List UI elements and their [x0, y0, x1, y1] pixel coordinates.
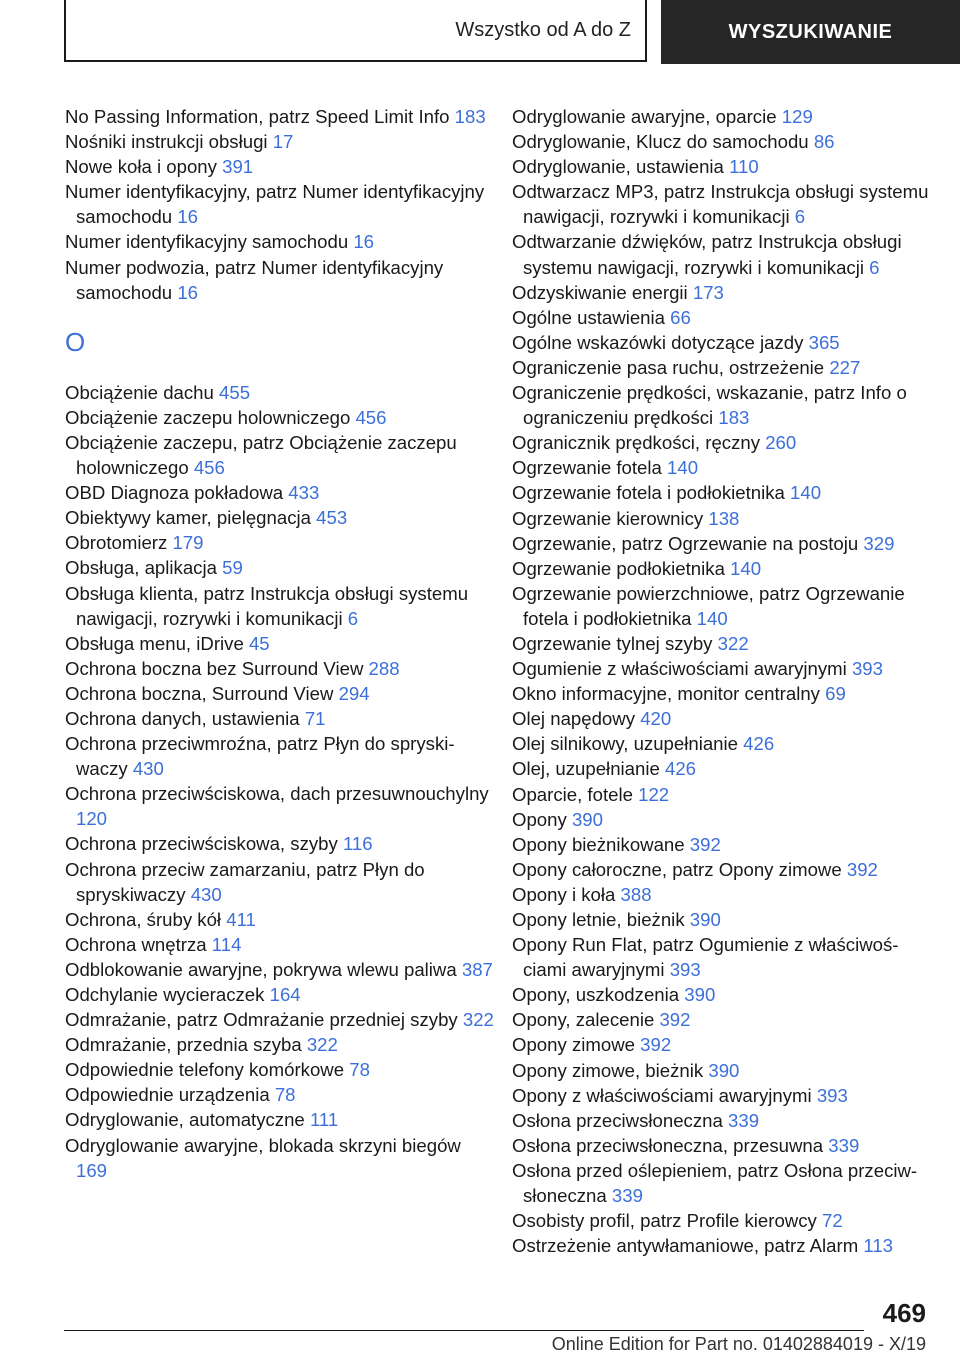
- index-entry: [512, 656, 932, 681]
- entry-page-link[interactable]: 120: [76, 808, 108, 830]
- index-entry: [65, 530, 495, 555]
- tab-a-to-z[interactable]: Wszystko od A do Z: [64, 0, 647, 62]
- index-entry: [65, 681, 495, 706]
- entry-term: Ochrona danych, ustawienia: [65, 707, 300, 729]
- entry-term: Ogrzewanie powierzchniowe, patrz Ogrzewanie fotela i podłokietnika: [512, 582, 905, 629]
- entry-term: Obsługa, aplikacja: [65, 557, 217, 579]
- entry-page-link[interactable]: 433: [288, 482, 320, 504]
- entry-page-link[interactable]: 322: [306, 1034, 338, 1056]
- entry-term: Ochrona boczna, Surround View: [65, 682, 334, 704]
- entry-term: Odtwarzanie dźwięków, patrz Instrukcja obsługi systemu nawigacji, rozrywki i komunikacji: [512, 231, 902, 278]
- index-entry: [512, 1158, 932, 1208]
- index-entry: [512, 1007, 932, 1032]
- entry-term: Ochrona przeciw zamarzaniu, patrz Płyn do spryskiwaczy: [65, 858, 425, 905]
- index-entry: [65, 104, 495, 129]
- entry-term: Ogrzewanie fotela: [512, 457, 662, 479]
- entry-term: Olej silnikowy, uzupełnianie: [512, 733, 738, 755]
- entry-term: Ochrona, śruby kół: [65, 908, 222, 930]
- entry-term: Odchylanie wycieraczek: [65, 984, 265, 1005]
- index-entry: [65, 129, 495, 154]
- entry-page-link[interactable]: 169: [76, 1159, 108, 1181]
- index-entry: [512, 154, 932, 179]
- index-entry: [65, 731, 495, 781]
- entries-right: [512, 104, 932, 1258]
- index-entry: [512, 229, 932, 279]
- index-entry: [512, 380, 932, 430]
- index-entry: [65, 380, 495, 405]
- entry-page-link[interactable]: 173: [692, 281, 724, 303]
- entry-page-link[interactable]: 339: [828, 1134, 860, 1156]
- entry-term: Ogrzewanie kierownicy: [512, 507, 704, 529]
- entry-term: Opony zimowe: [512, 1034, 635, 1056]
- index-entry: [512, 430, 932, 455]
- index-entry: [512, 832, 932, 857]
- index-entry: [512, 731, 932, 756]
- entry-page-link[interactable]: 110: [729, 156, 759, 178]
- index-entry: [512, 129, 932, 154]
- entry-term: Opony: [512, 808, 567, 830]
- index-entry: [512, 305, 932, 330]
- entry-term: Odtwarzacz MP3, patrz Instrukcja obsługi systemu nawigacji, rozrywki i komunikacji: [512, 181, 929, 228]
- entry-page-link[interactable]: 71: [304, 707, 326, 729]
- index-entry: [65, 505, 495, 530]
- index-entry: [65, 781, 495, 831]
- entry-page-link[interactable]: 456: [193, 457, 225, 479]
- index-entry: [512, 1133, 932, 1158]
- entry-page-link[interactable]: 365: [808, 331, 840, 353]
- entry-term: Opony zimowe, bieżnik: [512, 1059, 704, 1081]
- entry-term: Numer identyfikacyjny, patrz Numer identyfikacyjny samochodu: [65, 181, 485, 228]
- entry-term: Ogólne ustawienia: [512, 306, 665, 328]
- index-entry: [65, 857, 495, 907]
- entry-term: Osłona przeciwsłoneczna, przesuwna: [512, 1134, 824, 1156]
- entry-page-link[interactable]: 164: [269, 984, 301, 1005]
- entry-page-link[interactable]: 260: [765, 432, 797, 454]
- index-entry: [512, 455, 932, 480]
- index-entry: [512, 1032, 932, 1057]
- entry-term: Obciążenie zaczepu holowniczego: [65, 406, 351, 428]
- entry-term: Ochrona przeciwściskowa, szyby: [65, 833, 338, 855]
- entry-page-link[interactable]: 392: [640, 1034, 672, 1056]
- index-entry: [65, 831, 495, 856]
- entry-page-link[interactable]: 179: [172, 532, 204, 554]
- entry-page-link[interactable]: 387: [461, 958, 493, 980]
- entry-term: Olej, uzupełnianie: [512, 758, 660, 780]
- footer-edition: Online Edition for Part no. 01402884019 - X/19: [551, 1334, 926, 1354]
- entry-page-link[interactable]: 122: [638, 783, 670, 805]
- entry-term: Okno informacyjne, monitor centralny: [512, 683, 820, 705]
- index-entry: [512, 681, 932, 706]
- entry-page-link[interactable]: 329: [863, 532, 895, 554]
- entry-term: Obciążenie zaczepu, patrz Obciążenie zaczepu holowniczego: [65, 431, 457, 479]
- index-entry: [512, 706, 932, 731]
- entry-page-link[interactable]: 411: [226, 908, 256, 930]
- index-entry: [65, 706, 495, 731]
- entry-page-link[interactable]: 6: [347, 607, 359, 629]
- entry-term: Nośniki instrukcji obsługi: [65, 131, 268, 153]
- index-entry: [512, 330, 932, 355]
- entry-page-link[interactable]: 288: [368, 657, 400, 679]
- entry-page-link[interactable]: 390: [708, 1059, 740, 1081]
- index-entry: [65, 932, 495, 957]
- entry-page-link[interactable]: 129: [781, 106, 813, 127]
- index-entry: [512, 631, 932, 656]
- entry-page-link[interactable]: 116: [342, 833, 373, 855]
- entry-term: Ochrona wnętrza: [65, 933, 207, 955]
- entry-page-link[interactable]: 227: [829, 356, 861, 378]
- index-entry: [65, 1082, 495, 1107]
- entry-term: Opony bieżnikowane: [512, 833, 685, 855]
- entry-page-link[interactable]: 140: [790, 482, 822, 504]
- entry-page-link[interactable]: 111: [309, 1109, 339, 1131]
- section-letter: O: [65, 326, 86, 357]
- tab-search[interactable]: WYSZUKIWANIE: [661, 0, 960, 64]
- entry-term: Obiektywy kamer, pielęgnacja: [65, 507, 311, 529]
- index-entry: [512, 506, 932, 531]
- entry-term: Odmrażanie, patrz Odmrażanie przedniej szyby: [65, 1009, 458, 1031]
- entry-term: Osłona przeciwsłoneczna: [512, 1109, 723, 1131]
- index-column-left: [65, 104, 495, 1183]
- entry-term: Ograniczenie pasa ruchu, ostrzeżenie: [512, 356, 825, 378]
- index-entry: [512, 1233, 932, 1258]
- entry-term: OBD Diagnoza pokładowa: [65, 482, 284, 504]
- entry-term: Odryglowanie awaryjne, blokada skrzyni biegów: [65, 1134, 461, 1156]
- entry-term: Odryglowanie awaryjne, oparcie: [512, 106, 777, 127]
- index-entry: [65, 430, 495, 480]
- index-entry: [65, 1007, 495, 1032]
- index-entry: [65, 229, 495, 254]
- entry-page-link[interactable]: 183: [454, 106, 486, 127]
- entry-page-link[interactable]: 138: [708, 507, 740, 529]
- index-entry: [512, 531, 932, 556]
- index-entry: [65, 581, 495, 631]
- index-entry: [65, 154, 495, 179]
- entry-term: Nowe koła i opony: [65, 156, 217, 178]
- entry-term: Opony Run Flat, patrz Ogumienie z właściwościami awaryjnymi: [512, 934, 899, 981]
- entry-page-link[interactable]: 113: [863, 1235, 894, 1257]
- index-entry: [512, 1058, 932, 1083]
- entry-page-link[interactable]: 420: [640, 708, 672, 730]
- entry-term: Odryglowanie, Klucz do samochodu: [512, 131, 809, 153]
- index-entry: [65, 907, 495, 932]
- index-entry: [65, 480, 495, 505]
- entry-term: Osłona przed oślepieniem, patrz Osłona przeciwsłoneczna: [512, 1159, 918, 1207]
- index-entry: [512, 882, 932, 907]
- entry-page-link[interactable]: 322: [717, 632, 749, 654]
- entry-page-link[interactable]: 140: [667, 457, 699, 479]
- entry-page-link[interactable]: 78: [274, 1084, 296, 1106]
- entry-term: Ochrona przeciwściskowa, dach przesuwnouchylny: [65, 783, 489, 805]
- entry-page-link[interactable]: 322: [462, 1009, 494, 1031]
- entry-term: Ograniczenie prędkości, wskazanie, patrz Info o ograniczeniu prędkości: [512, 382, 907, 429]
- entry-term: Opony letnie, bieżnik: [512, 909, 685, 930]
- entry-term: No Passing Information, patrz Speed Limit Info: [65, 106, 450, 127]
- entry-page-link[interactable]: 426: [743, 733, 775, 755]
- index-entry: [65, 631, 495, 656]
- entry-page-link[interactable]: 339: [728, 1109, 760, 1131]
- entry-page-link[interactable]: 456: [355, 406, 387, 428]
- index-entry: [512, 1108, 932, 1133]
- entry-page-link[interactable]: 6: [794, 206, 806, 228]
- index-column-right: [512, 104, 932, 1258]
- index-entry: [65, 1032, 495, 1057]
- index-entry: [512, 355, 932, 380]
- entry-page-link[interactable]: 430: [132, 758, 164, 780]
- entry-page-link[interactable]: 455: [219, 381, 251, 403]
- entry-page-link[interactable]: 16: [177, 281, 198, 303]
- entry-page-link[interactable]: 393: [851, 658, 883, 680]
- entry-term: Obsługa menu, iDrive: [65, 632, 244, 654]
- index-entry: [512, 982, 932, 1007]
- index-entry: [512, 581, 932, 631]
- index-entry: [512, 556, 932, 581]
- index-entry: [65, 656, 495, 681]
- entry-term: Obrotomierz: [65, 532, 168, 554]
- entry-term: Numer identyfikacyjny samochodu: [65, 231, 349, 253]
- index-entry: [512, 1083, 932, 1108]
- entry-page-link[interactable]: 78: [349, 1059, 370, 1081]
- entry-term: Osobisty profil, patrz Profile kierowcy: [512, 1210, 817, 1232]
- entry-term: Ogrzewanie tylnej szyby: [512, 632, 713, 654]
- entry-page-link[interactable]: 140: [696, 607, 728, 629]
- index-entry: [512, 1208, 932, 1233]
- index-entry: [512, 756, 932, 781]
- entry-term: Odpowiednie telefony komórkowe: [65, 1059, 345, 1081]
- index-entry: [65, 1133, 495, 1183]
- index-entry: [512, 480, 932, 505]
- entries-before-section: [65, 104, 495, 305]
- entry-page-link[interactable]: 390: [684, 984, 716, 1006]
- entry-page-link[interactable]: 453: [316, 507, 348, 529]
- entry-page-link[interactable]: 426: [665, 758, 697, 780]
- entries-after-section: [65, 380, 495, 1183]
- entry-page-link[interactable]: 392: [659, 1009, 691, 1031]
- entry-term: Ogólne wskazówki dotyczące jazdy: [512, 331, 804, 353]
- entry-term: Olej napędowy: [512, 708, 636, 730]
- index-entry: [512, 280, 932, 305]
- entry-page-link[interactable]: 390: [571, 808, 603, 830]
- entry-page-link[interactable]: 69: [825, 683, 846, 705]
- entry-page-link[interactable]: 392: [689, 833, 721, 855]
- entry-term: Opony, uszkodzenia: [512, 984, 680, 1006]
- entry-page-link[interactable]: 17: [272, 131, 294, 153]
- entry-page-link[interactable]: 66: [670, 306, 691, 328]
- entry-page-link[interactable]: 45: [248, 632, 270, 654]
- entry-term: Ostrzeżenie antywłamaniowe, patrz Alarm: [512, 1235, 859, 1257]
- entry-term: Ogrzewanie podłokietnika: [512, 557, 725, 579]
- entry-term: Ochrona przeciwmroźna, patrz Płyn do spryskiwaczy: [65, 733, 455, 780]
- entry-page-link[interactable]: 294: [338, 682, 370, 704]
- entry-term: Opony i koła: [512, 883, 616, 905]
- entry-page-link[interactable]: 388: [620, 883, 652, 905]
- entry-term: Odryglowanie, ustawienia: [512, 156, 724, 178]
- entry-term: Odpowiednie urządzenia: [65, 1084, 270, 1106]
- index-entry: [512, 179, 932, 229]
- index-entry: [65, 1057, 495, 1082]
- index-entry: [65, 255, 495, 305]
- entry-term: Ogrzewanie, patrz Ogrzewanie na postoju: [512, 532, 859, 554]
- entry-page-link[interactable]: 183: [718, 407, 750, 429]
- entry-term: Obciążenie dachu: [65, 381, 214, 403]
- entry-page-link[interactable]: 16: [177, 206, 198, 228]
- entry-page-link[interactable]: 393: [669, 959, 701, 981]
- entry-term: Odmrażanie, przednia szyba: [65, 1034, 302, 1056]
- footer-divider: [64, 1330, 864, 1331]
- entry-page-link[interactable]: 430: [190, 883, 222, 905]
- entry-term: Numer podwozia, patrz Numer identyfikacyjny samochodu: [65, 256, 444, 303]
- entry-page-link[interactable]: 392: [846, 858, 878, 880]
- entry-page-link[interactable]: 391: [222, 156, 254, 178]
- index-entry: [512, 104, 932, 129]
- index-entry: [65, 982, 495, 1007]
- index-entry: [65, 179, 495, 229]
- entry-page-link[interactable]: 390: [689, 909, 721, 930]
- entry-term: Ogumienie z właściwościami awaryjnymi: [512, 658, 847, 680]
- entry-term: Ochrona boczna bez Surround View: [65, 657, 364, 679]
- index-entry: [512, 857, 932, 882]
- entry-page-link[interactable]: 86: [813, 131, 835, 153]
- entry-page-link[interactable]: 339: [611, 1185, 643, 1207]
- index-entry: [65, 555, 495, 580]
- entry-term: Ogranicznik prędkości, ręczny: [512, 432, 761, 454]
- entry-term: Obsługa klienta, patrz Instrukcja obsługi systemu nawigacji, rozrywki i komunikacji: [65, 582, 469, 629]
- header-tabs: [64, 0, 960, 64]
- index-entry: [65, 405, 495, 430]
- entry-page-link[interactable]: 114: [211, 933, 242, 955]
- entry-term: Opony, zalecenie: [512, 1009, 655, 1031]
- page-number: 469: [882, 1298, 926, 1328]
- entry-page-link[interactable]: 16: [353, 231, 375, 253]
- entry-page-link[interactable]: 6: [869, 256, 880, 278]
- index-entry: [65, 957, 495, 982]
- entry-term: Odblokowanie awaryjne, pokrywa wlewu paliwa: [65, 958, 457, 980]
- index-entry: [512, 932, 932, 982]
- entry-page-link[interactable]: 140: [730, 557, 762, 579]
- index-entry: [512, 807, 932, 832]
- entry-term: Oparcie, fotele: [512, 783, 633, 805]
- entry-term: Opony całoroczne, patrz Opony zimowe: [512, 858, 842, 880]
- entry-page-link[interactable]: 72: [822, 1210, 843, 1232]
- entry-term: Odzyskiwanie energii: [512, 281, 688, 303]
- entry-page-link[interactable]: 59: [222, 557, 243, 579]
- index-entry: [512, 782, 932, 807]
- index-entry: [65, 1107, 495, 1132]
- entry-page-link[interactable]: 393: [816, 1084, 848, 1106]
- entry-term: Opony z właściwościami awaryjnymi: [512, 1084, 812, 1106]
- index-entry: [512, 907, 932, 932]
- entry-term: Ogrzewanie fotela i podłokietnika: [512, 482, 785, 504]
- entry-term: Odryglowanie, automatyczne: [65, 1109, 305, 1131]
